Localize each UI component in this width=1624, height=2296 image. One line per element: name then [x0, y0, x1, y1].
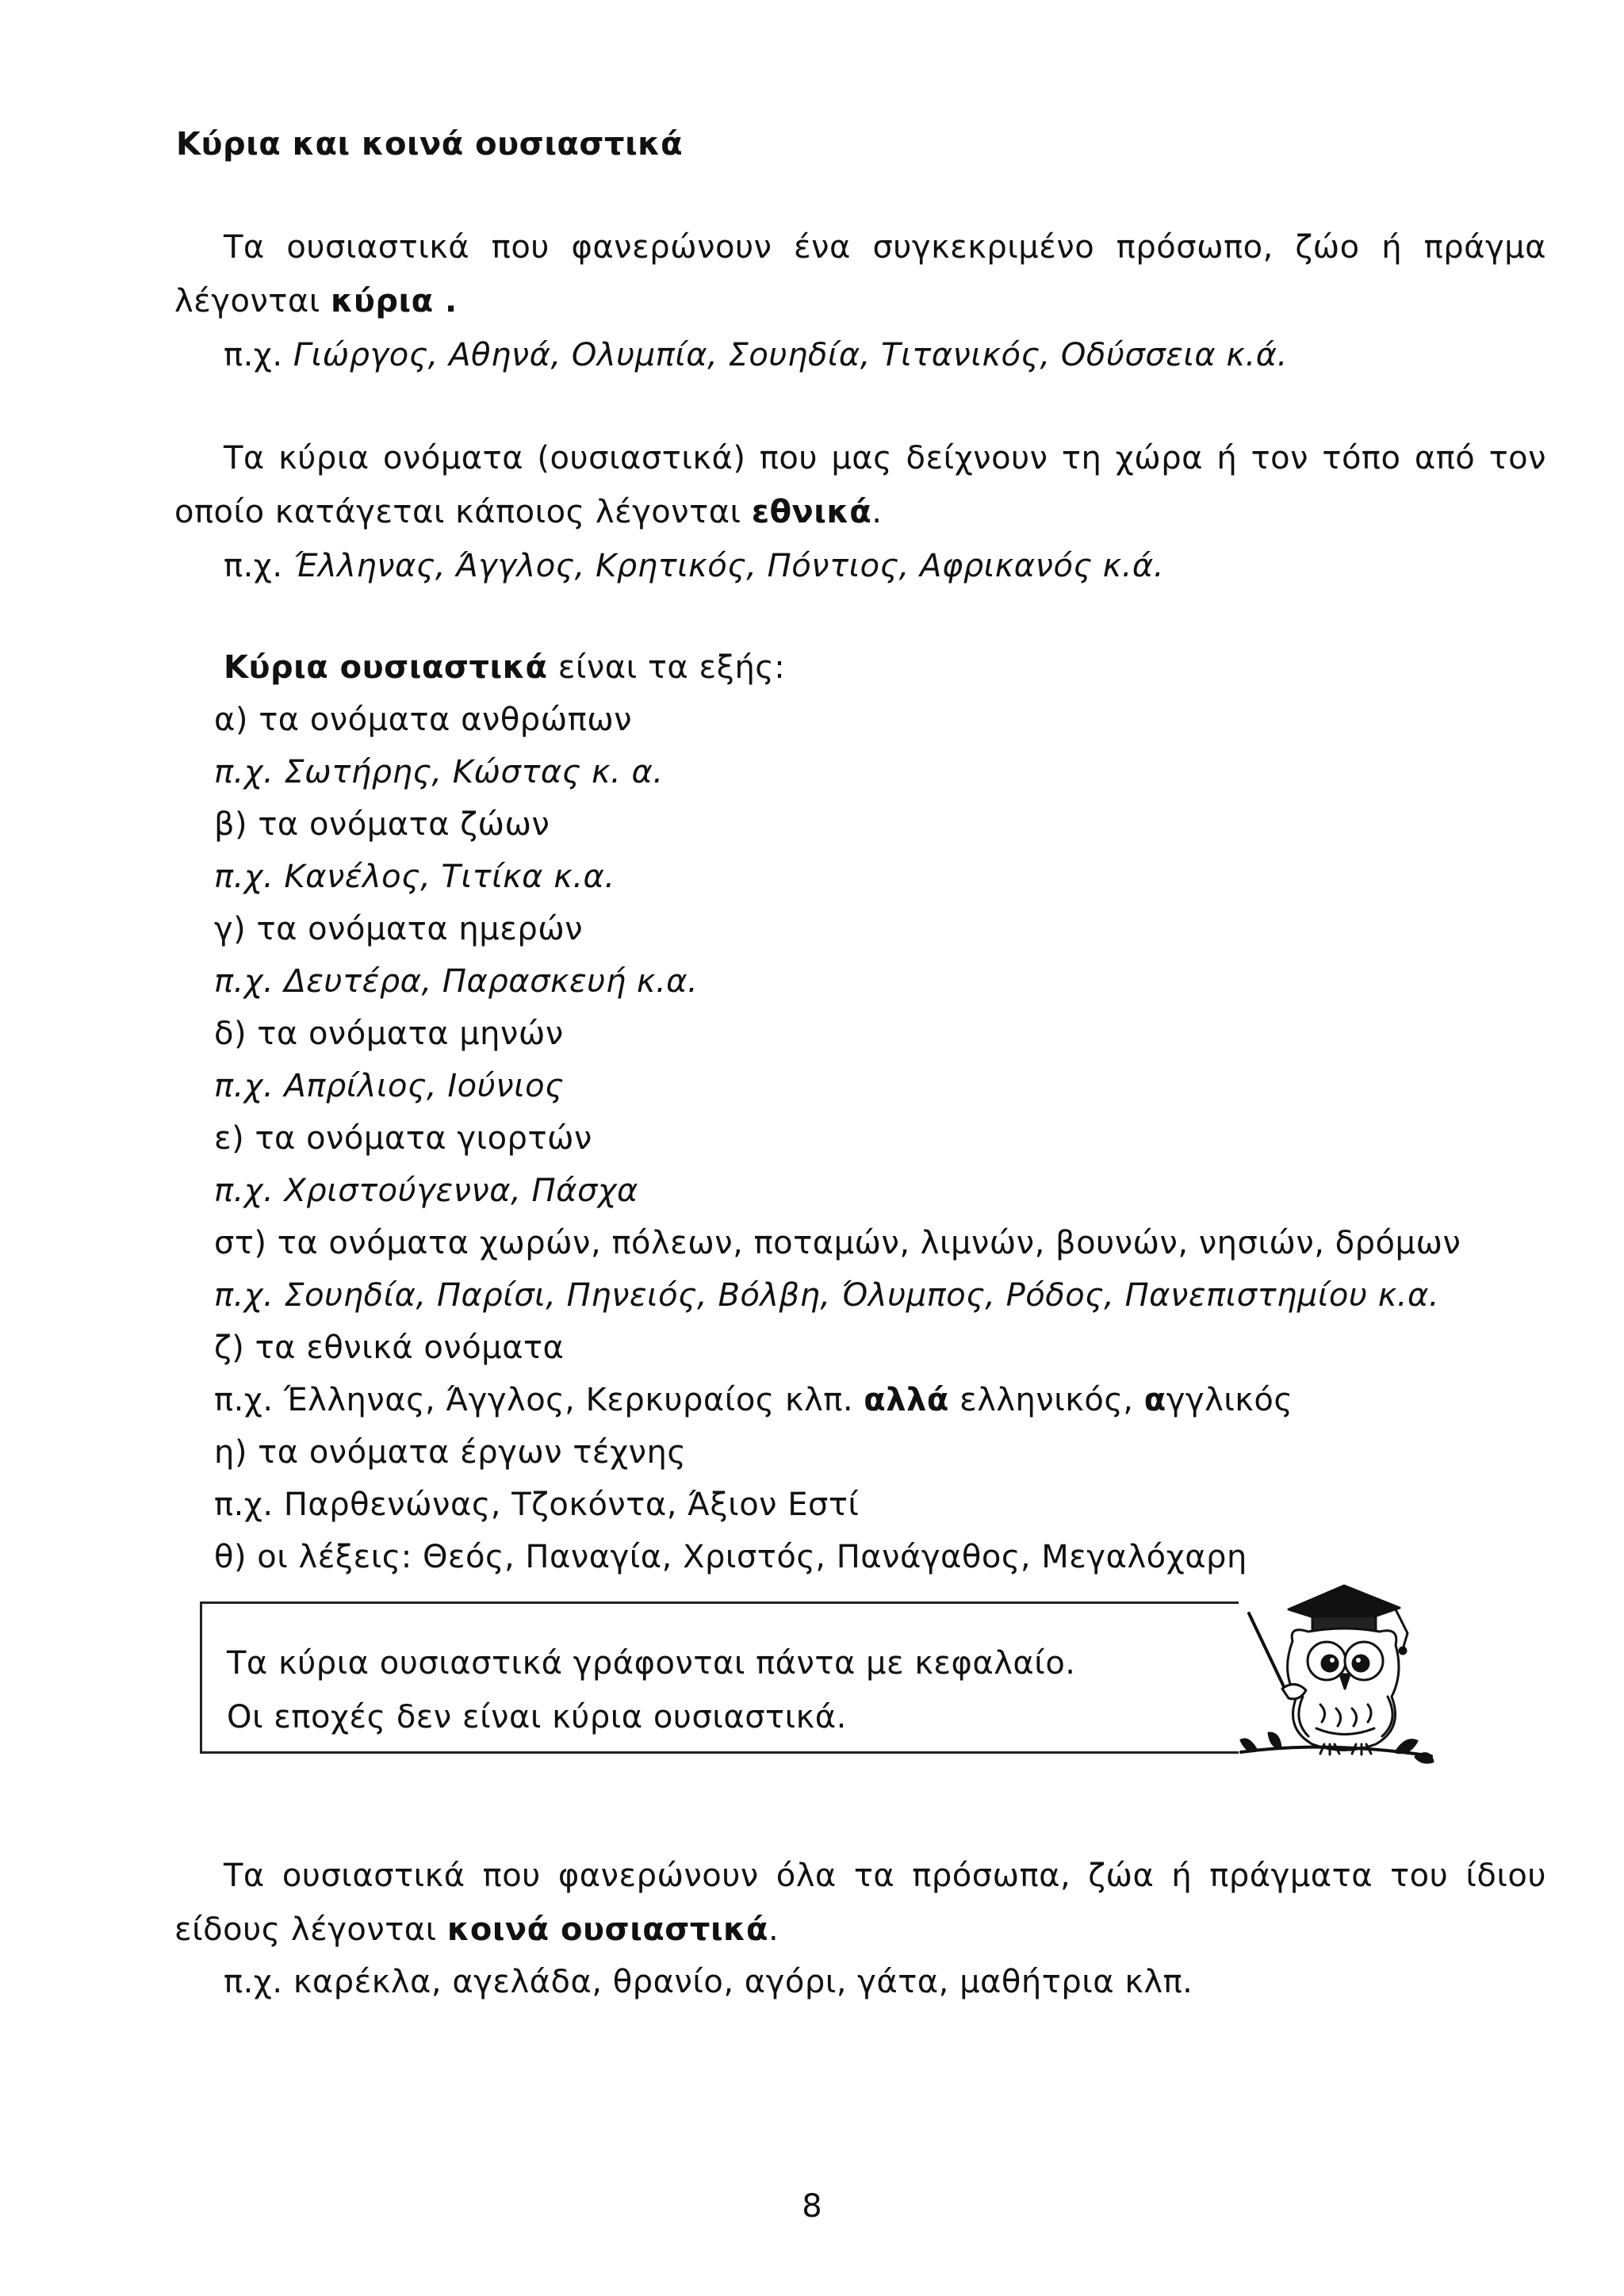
paragraph-2-line-1: Τα κύρια ονόματα (ουσιαστικά) που μας δείχνουν τη χώρα ή τον τόπο από τον [224, 440, 1546, 476]
paragraph-3-example: π.χ. καρέκλα, αγελάδα, θρανίο, αγόρι, γάτα, μαθήτρια κλπ. [224, 1964, 1193, 2000]
list-item-h-example: π.χ. Παρθενώνας, Τζοκόντα, Άξιον Εστί [214, 1487, 860, 1523]
list-item-z-example: π.χ. Έλληνας, Άγγλος, Κερκυραίος κλπ. αλλά ελληνικός, αγγλικός [214, 1382, 1293, 1418]
paragraph-3-line-1: Τα ουσιαστικά που φανερώνουν όλα τα πρόσωπα, ζώα ή πράγματα του ίδιου [224, 1858, 1546, 1894]
list-item-a-example: π.χ. Σωτήρης, Κώστας κ. α. [214, 754, 664, 790]
list-item-h-label: η) τα ονόματα έργων τέχνης [214, 1434, 687, 1471]
list-item-e-example: π.χ. Χριστούγεννα, Πάσχα [214, 1173, 638, 1209]
paragraph-1-example: π.χ. Γιώργος, Αθηνά, Ολυμπία, Σουηδία, Τιτανικός, Οδύσσεια κ.ά. [224, 337, 1288, 373]
list-item-th-label: θ) οι λέξεις: Θεός, Παναγία, Χριστός, Πανάγαθος, Μεγαλόχαρη [214, 1539, 1247, 1575]
page-title: Κύρια και κοινά ουσιαστικά [176, 126, 684, 163]
list-item-d-example: π.χ. Απρίλιος, Ιούνιος [214, 1068, 565, 1104]
paragraph-3-line-2: είδους λέγονται κοινά ουσιαστικά. [174, 1911, 779, 1948]
paragraph-2-example: π.χ. Έλληνας, Άγγλος, Κρητικός, Πόντιος, Αφρικανός κ.ά. [224, 548, 1165, 584]
list-item-st-label: στ) τα ονόματα χωρών, πόλεων, ποταμών, λιμνών, βουνών, νησιών, δρόμων [214, 1225, 1461, 1261]
list-item-st-example: π.χ. Σουηδία, Παρίσι, Πηνειός, Βόλβη, Όλυμπος, Ρόδος, Πανεπιστημίου κ.α. [214, 1277, 1440, 1314]
list-item-d-label: δ) τα ονόματα μηνών [214, 1016, 564, 1052]
note-line-2: Οι εποχές δεν είναι κύρια ουσιαστικά. [227, 1699, 847, 1735]
owl-with-graduation-cap-icon [1233, 1578, 1435, 1772]
list-item-a-label: α) τα ονόματα ανθρώπων [214, 702, 633, 738]
list-item-g-example: π.χ. Δευτέρα, Παρασκευή κ.α. [214, 963, 699, 1000]
list-intro: Κύρια ουσιαστικά είναι τα εξής: [224, 649, 786, 686]
list-item-b-label: β) τα ονόματα ζώων [214, 806, 550, 843]
paragraph-1-line-2: λέγονται κύρια . [174, 283, 458, 320]
list-item-b-example: π.χ. Κανέλος, Τιτίκα κ.α. [214, 859, 615, 895]
list-item-z-label: ζ) τα εθνικά ονόματα [214, 1330, 565, 1366]
note-line-1: Τα κύρια ουσιαστικά γράφονται πάντα με κεφαλαίο. [227, 1645, 1076, 1682]
list-item-g-label: γ) τα ονόματα ημερών [214, 911, 584, 947]
paragraph-2-line-2: οποίο κατάγεται κάποιος λέγονται εθνικά. [174, 494, 883, 530]
list-item-e-label: ε) τα ονόματα γιορτών [214, 1120, 592, 1157]
page-number: 8 [802, 2188, 822, 2225]
paragraph-1-line-1: Τα ουσιαστικά που φανερώνουν ένα συγκεκριμένο πρόσωπο, ζώο ή πράγμα [224, 229, 1546, 266]
